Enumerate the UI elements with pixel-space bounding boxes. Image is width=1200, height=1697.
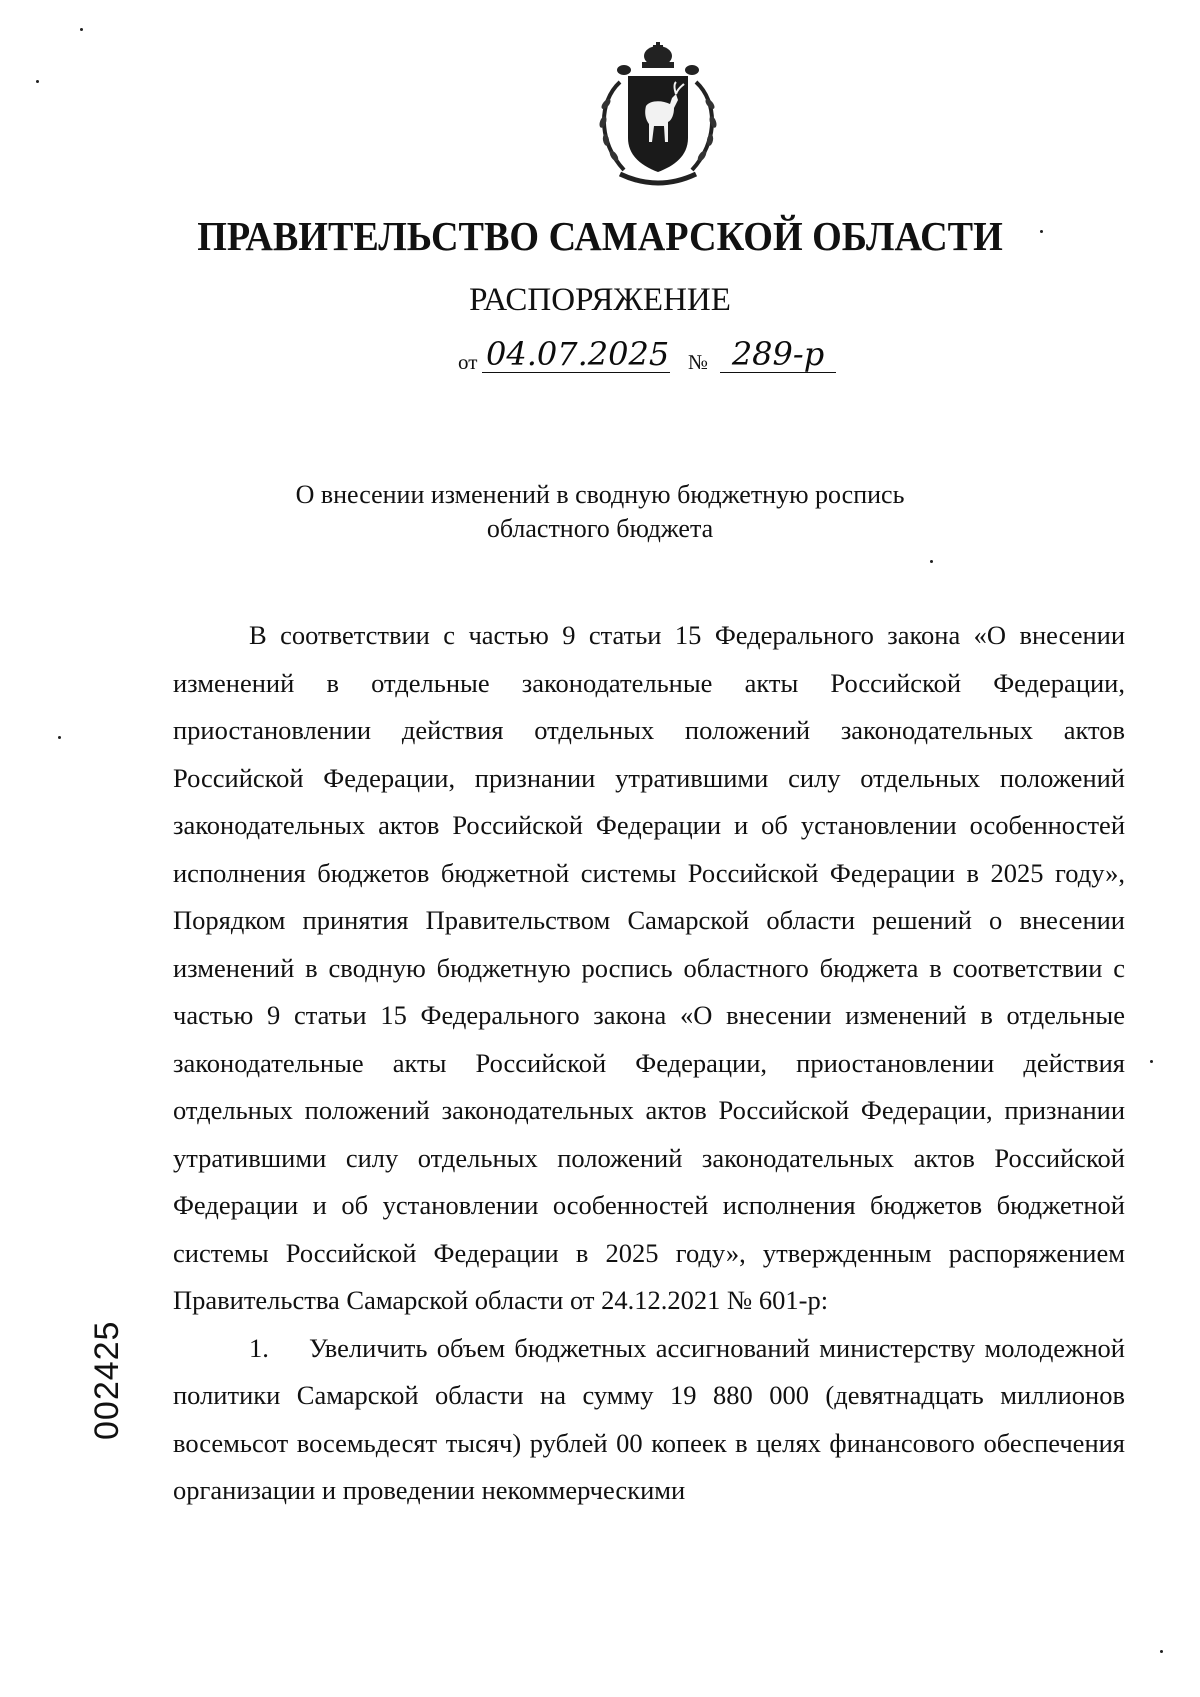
preamble-paragraph: В соответствии с частью 9 статьи 15 Федерального закона «О внесении изменений в отдельные законодательные акты Российской Федерации, приостановлении действия отдельных положений законодательных актов Российской Федерации, признании утратившими силу отдельных положений законодательных актов Российской Федерации и об установлении особенностей исполнения бюджетов бюджетной системы Российской Федерации в 2025 году», Порядком принятия Правительством Самарской области решений о внесении изменений в сводную бюджетную роспись областного бюджета в соответствии с частью 9 статьи 15 Федерального закона «О внесении изменений в отдельные законодательные акты Российской Федерации, приостановлении действия отдельных положений законодательных актов Российской Федерации, признании утратившими силу отдельных положений законодательных актов Российской Федерации и об установлении особенностей исполнения бюджетов бюджетной системы Российской Федерации в 2025 году», утвержденным распоряжением Правительства Самарской области от 24.12.2021 № 601-р: [173,620,1125,1315]
handwritten-date: 04.07.2025 [482,336,670,373]
scan-speck [36,80,39,83]
side-registration-code: 002425 [88,1320,126,1440]
scan-speck [1040,230,1043,233]
date-prefix: от [458,350,478,374]
government-title: ПРАВИТЕЛЬСТВО САМАРСКОЙ ОБЛАСТИ [197,213,1003,259]
scan-speck [1160,1650,1163,1653]
subject-line-1: О внесении изменений в сводную бюджетную роспись [295,480,905,509]
scan-speck [58,736,61,739]
item-1-paragraph [173,1325,1125,1515]
item-1-text: Увеличить объем бюджетных ассигнований министерству молодежной политики Самарской области на сумму 19 880 000 (девятнадцать миллионов восемьсот восемьдесят тысяч) рублей 00 копеек в целях финансового обеспечения организации и проведении некоммерческими [173,1332,1125,1505]
document-subject [0,478,1200,546]
order-date-number-line [458,336,858,376]
samara-coat-of-arms-icon [590,42,726,190]
scan-speck [930,560,933,563]
number-prefix: № [688,350,709,374]
document-type: РАСПОРЯЖЕНИЕ [469,282,731,318]
subject-line-2: областного бюджета [486,514,714,543]
scan-speck [80,28,83,31]
scan-speck [1150,1060,1153,1063]
handwritten-number: 289-р [720,336,836,373]
document-body [173,612,1125,1515]
item-1-number: 1. [249,1332,269,1363]
